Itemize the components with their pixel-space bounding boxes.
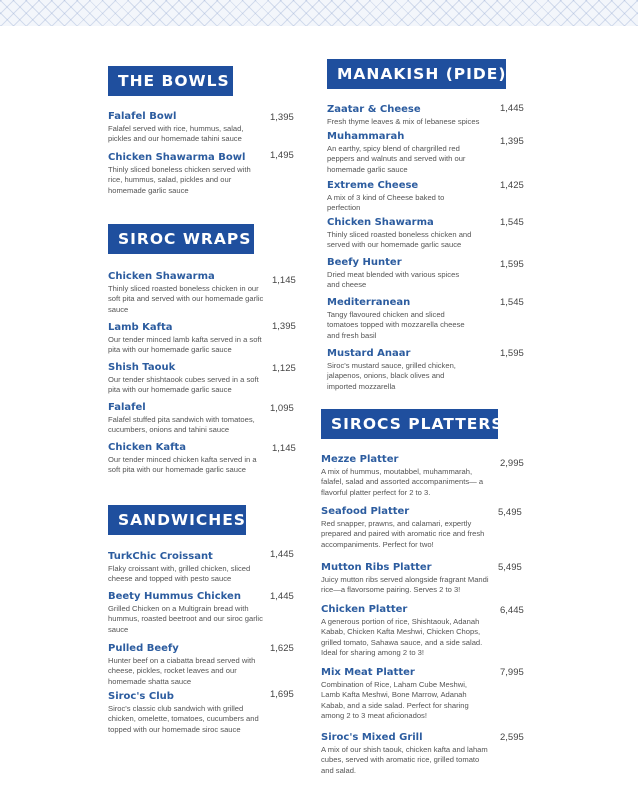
item-description: A mix of hummus, moutabbel, muhammarah, falafel, salad and assorted accompaniments— a flavorful platter perfect for 2 to 3. — [321, 467, 484, 497]
item-name: Siroc's Club — [108, 691, 174, 702]
item-description: A generous portion of rice, Shishtaouk, Adanah Kabab, Chicken Kafta Meshwi, Chicken Chops, grilled tomato, Sahawa sauce, and a side salad. Ideal for sharing among 2 to 3! — [321, 617, 483, 658]
item-price: 6,445 — [500, 605, 524, 616]
item-name: Chicken Platter — [321, 604, 408, 615]
item-price: 1,695 — [270, 689, 294, 700]
menu-item — [321, 561, 491, 596]
item-name: Zaatar & Cheese — [327, 104, 421, 115]
item-price: 1,445 — [270, 591, 294, 602]
item-price: 1,145 — [272, 443, 296, 454]
section-title-manakish: MANAKISH (PIDE) — [327, 59, 506, 89]
item-description: Thinly sliced boneless chicken served with rice, hummus, salad, pickles and our homemade garlic sauce — [108, 165, 251, 195]
item-name: Mix Meat Platter — [321, 667, 415, 678]
item-description: Falafel stuffed pita sandwich with tomatoes, cucumbers, onions and tahini sauce — [108, 415, 255, 435]
menu-item — [108, 690, 263, 735]
item-description: Grilled Chicken on a Multigrain bread with hummus, roasted beetroot and our siroc garlic sauce — [108, 604, 263, 634]
item-name: Beefy Hunter — [327, 257, 402, 268]
item-price: 1,595 — [500, 259, 524, 270]
section-title-platters: SIROCS PLATTERS — [321, 409, 498, 439]
item-description: Siroc's classic club sandwich with grilled chicken, omelette, tomatoes, cucumbers and topped with our homemade siroc sauce — [108, 704, 259, 734]
section-title-sandwiches: SANDWICHES — [108, 505, 246, 535]
item-description: Our tender shishtaook cubes served in a soft pita with our homemade garlic sauce — [108, 375, 259, 395]
item-description: Combination of Rice, Laham Cube Meshwi, Lamb Kafta Meshwi, Bone Marrow, Adanah Kabab, and a side salad. Perfect for sharing among 2 to 3 meat aficionados! — [321, 680, 469, 721]
item-description: Fresh thyme leaves & mix of lebanese spices — [327, 117, 480, 126]
menu-item — [327, 347, 475, 392]
menu-item — [108, 590, 263, 635]
item-name: Mustard Anaar — [327, 348, 411, 359]
menu-item — [327, 216, 482, 251]
item-description: Siroc's mustard sauce, grilled chicken, jalapenos, onions, black olives and imported mozzarella — [327, 361, 456, 391]
item-name: Lamb Kafta — [108, 322, 173, 333]
item-price: 5,495 — [498, 507, 522, 518]
item-name: Mezze Platter — [321, 454, 399, 465]
menu-item — [108, 321, 268, 356]
item-name: Mutton Ribs Platter — [321, 562, 432, 573]
item-name: Falafel Bowl — [108, 111, 177, 122]
item-name: Muhammarah — [327, 131, 405, 142]
item-name: Chicken Kafta — [108, 442, 186, 453]
item-name: Chicken Shawarma — [327, 217, 434, 228]
item-description: Red snapper, prawns, and calamari, expertly prepared and paired with aromatic rice and fresh accompaniments. Perfect for two! — [321, 519, 485, 549]
item-description: Falafel served with rice, hummus, salad, pickles and our homemade tahini sauce — [108, 124, 244, 144]
item-name: Falafel — [108, 402, 146, 413]
decorative-pattern-banner — [0, 0, 638, 26]
menu-item — [108, 642, 258, 687]
item-price: 1,445 — [270, 549, 294, 560]
menu-item — [108, 401, 268, 436]
item-description: Hunter beef on a ciabatta bread served with cheese, pickles, rocket leaves and our homemade shatta sauce — [108, 656, 256, 686]
section-title-wraps: SIROC WRAPS — [108, 224, 254, 254]
item-price: 1,425 — [500, 180, 524, 191]
item-description: An earthy, spicy blend of chargrilled red peppers and walnuts and served with our homemade garlic sauce — [327, 144, 466, 174]
item-price: 1,395 — [270, 112, 294, 123]
item-name: Beety Hummus Chicken — [108, 591, 241, 602]
menu-item — [321, 666, 486, 722]
item-name: Chicken Shawarma — [108, 271, 215, 282]
item-price: 1,595 — [500, 348, 524, 359]
item-price: 1,545 — [500, 297, 524, 308]
item-price: 2,995 — [500, 458, 524, 469]
menu-item — [327, 103, 492, 127]
item-name: Pulled Beefy — [108, 643, 179, 654]
menu-item — [321, 505, 486, 550]
item-description: Tangy flavoured chicken and sliced tomatoes topped with mozzarella cheese and fresh basil — [327, 310, 465, 340]
item-name: Mediterranean — [327, 297, 411, 308]
menu-item — [108, 110, 268, 145]
item-name: Shish Taouk — [108, 362, 176, 373]
item-description: Our tender minced chicken kafta served in a soft pita with our homemade garlic sauce — [108, 455, 257, 475]
menu-item — [108, 550, 263, 585]
menu-item — [108, 441, 268, 476]
menu-item — [321, 731, 489, 776]
menu-item — [321, 603, 491, 659]
menu-item — [321, 453, 486, 498]
item-description: Juicy mutton ribs served alongside fragrant Mandi rice—a flavorsome pairing. Serves 2 to 3! — [321, 575, 489, 595]
item-name: Extreme Cheese — [327, 180, 419, 191]
item-price: 1,145 — [272, 275, 296, 286]
menu-item — [327, 179, 457, 214]
item-price: 1,395 — [272, 321, 296, 332]
item-description: Dried meat blended with various spices and cheese — [327, 270, 460, 290]
item-price: 1,095 — [270, 403, 294, 414]
item-description: A mix of our shish taouk, chicken kafta and laham cubes, served with aromatic rice, grilled tomato and salad. — [321, 745, 488, 775]
item-price: 1,545 — [500, 217, 524, 228]
item-description: A mix of 3 kind of Cheese baked to perfection — [327, 193, 445, 213]
item-name: Seafood Platter — [321, 506, 410, 517]
item-price: 1,495 — [270, 150, 294, 161]
menu-item — [327, 130, 475, 175]
item-price: 2,595 — [500, 732, 524, 743]
menu-item — [108, 151, 260, 196]
item-price: 5,495 — [498, 562, 522, 573]
menu-item — [327, 296, 477, 341]
menu-item — [108, 270, 268, 315]
section-title-bowls: THE BOWLS — [108, 66, 233, 96]
item-description: Thinly sliced roasted boneless chicken in our soft pita and served with our homemade garlic sauce — [108, 284, 264, 314]
item-price: 1,395 — [500, 136, 524, 147]
item-name: Chicken Shawarma Bowl — [108, 152, 246, 163]
item-price: 1,625 — [270, 643, 294, 654]
item-description: Thinly sliced roasted boneless chicken and served with our homemade garlic sauce — [327, 230, 472, 250]
item-description: Our tender minced lamb kafta served in a soft pita with our homemade garlic sauce — [108, 335, 262, 355]
item-name: Siroc's Mixed Grill — [321, 732, 423, 743]
item-name: TurkChic Croissant — [108, 551, 213, 562]
item-price: 1,125 — [272, 363, 296, 374]
item-price: 7,995 — [500, 667, 524, 678]
menu-item — [108, 361, 268, 396]
item-description: Flaky croissant with, grilled chicken, sliced cheese and topped with pesto sauce — [108, 564, 251, 584]
menu-item — [327, 256, 472, 291]
item-price: 1,445 — [500, 103, 524, 114]
